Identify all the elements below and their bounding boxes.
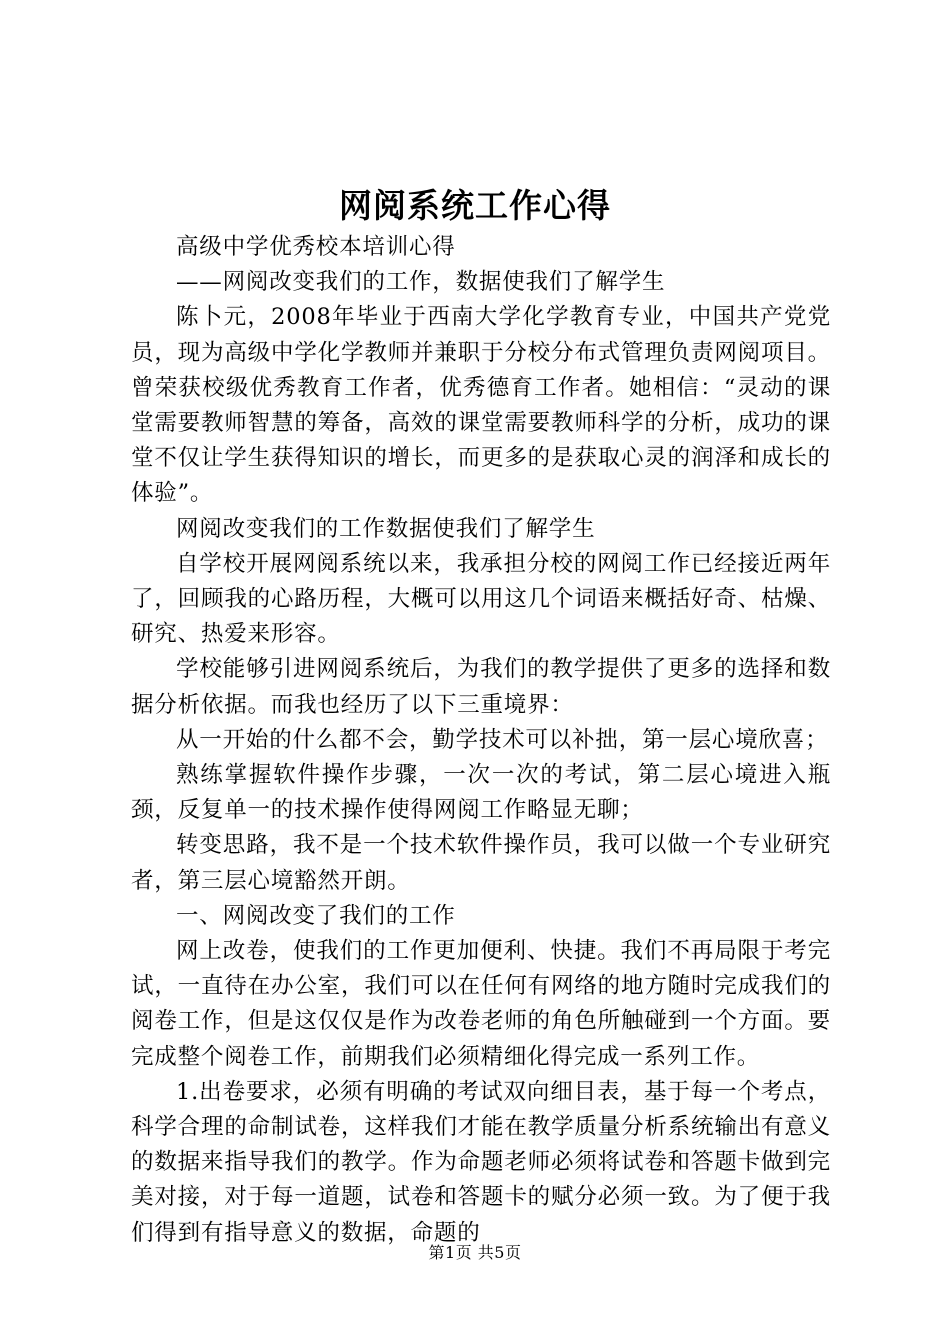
paragraph-intro: 自学校开展网阅系统以来，我承担分校的网阅工作已经接近两年了，回顾我的心路历程，大概可以用这几个词语来概括好奇、枯燥、研究、热爱来形容。 [131,550,831,648]
section-heading-one: 一、网阅改变了我们的工作 [176,902,456,929]
paragraph-online-grading: 网上改卷，使我们的工作更加便利、快捷。我们不再局限于考完试，一直待在办公室，我们可以在任何有网络的地方随时完成我们的阅卷工作，但是这仅仅是作为改卷老师的角色所触碰到一个方面。要完成整个阅卷工作，前期我们必须精细化得完成一系列工作。 [131,938,831,1070]
paragraph-exam-requirements: 1.出卷要求，必须有明确的考试双向细目表，基于每一个考点，科学合理的命制试卷，这样我们才能在教学质量分析系统输出有意义的数据来指导我们的教学。作为命题老师必须将试卷和答题卡做到完美对接，对于每一道题，试卷和答题卡的赋分必须一致。为了便于我们得到有指导意义的数据，命题的 [131,1078,831,1246]
paragraph-author-bio: 陈卜元，2008年毕业于西南大学化学教育专业，中国共产党党员，现为高级中学化学教师并兼职于分校分布式管理负责网阅项目。曾荣获校级优秀教育工作者，优秀德育工作者。她相信：“灵动的课堂需要教师智慧的筹备，高效的课堂需要教师科学的分析，成功的课堂不仅让学生获得知识的增长，而更多的是获取心灵的润泽和成长的体验”。 [131,304,831,507]
paragraph-stage-two: 熟练掌握软件操作步骤，一次一次的考试，第二层心境进入瓶颈，反复单一的技术操作使得网阅工作略显无聊； [131,762,831,824]
document-title: 网阅系统工作心得 [339,186,611,225]
document-body [131,230,831,1251]
paragraph-stage-one: 从一开始的什么都不会，勤学技术可以补拙，第一层心境欣喜； [176,726,829,753]
page-footer: 第1页 共5页 [428,1243,522,1262]
paragraph-three-stages: 学校能够引进网阅系统后，为我们的教学提供了更多的选择和数据分析依据。而我也经历了以下三重境界： [131,656,831,718]
paragraph-heading-theme: 网阅改变我们的工作数据使我们了解学生 [176,515,596,542]
paragraph-subtitle: 高级中学优秀校本培训心得 [176,234,456,260]
paragraph-tagline: ——网阅改变我们的工作，数据使我们了解学生 [176,269,666,296]
paragraph-stage-three: 转变思路，我不是一个技术软件操作员，我可以做一个专业研究者，第三层心境豁然开朗。 [131,832,831,894]
